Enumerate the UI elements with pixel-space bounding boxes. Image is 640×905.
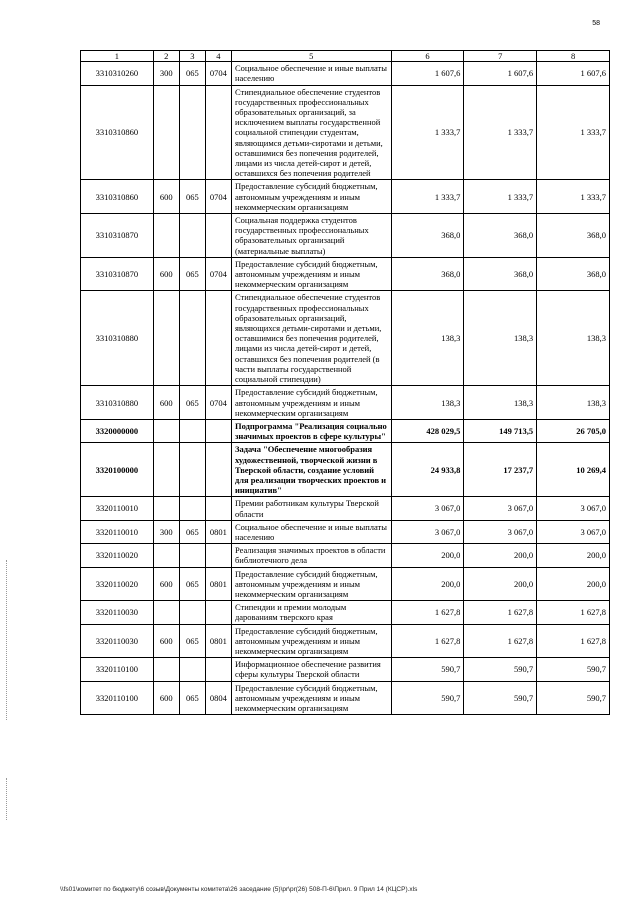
cell-v3: 368,0 bbox=[537, 214, 610, 258]
cell-code: 3320100000 bbox=[81, 443, 154, 497]
header-cell: 7 bbox=[464, 51, 537, 62]
cell-v1: 590,7 bbox=[391, 658, 464, 681]
cell-name: Стипендии и премии молодым дарованиям тверского края bbox=[231, 601, 391, 624]
cell-name: Социальное обеспечение и иные выплаты населению bbox=[231, 520, 391, 543]
header-cell: 5 bbox=[231, 51, 391, 62]
cell-v1: 200,0 bbox=[391, 567, 464, 601]
cell-c3 bbox=[179, 658, 205, 681]
cell-c3 bbox=[179, 601, 205, 624]
cell-c2: 600 bbox=[153, 180, 179, 214]
cell-code: 3310310860 bbox=[81, 85, 154, 180]
header-cell: 4 bbox=[205, 51, 231, 62]
cell-c3 bbox=[179, 443, 205, 497]
cell-name: Предоставление субсидий бюджетным, автономным учреждениям и иным некоммерческим организациям bbox=[231, 681, 391, 715]
cell-v2: 3 067,0 bbox=[464, 497, 537, 520]
cell-name: Социальная поддержка студентов государственных профессиональных образовательных организаций (материальные выплаты) bbox=[231, 214, 391, 258]
cell-c2: 600 bbox=[153, 681, 179, 715]
cell-c4 bbox=[205, 419, 231, 442]
table-row bbox=[81, 214, 610, 258]
cell-c2 bbox=[153, 443, 179, 497]
cell-c3 bbox=[179, 214, 205, 258]
cell-v1: 1 627,8 bbox=[391, 601, 464, 624]
cell-c3 bbox=[179, 419, 205, 442]
cell-v3: 1 627,8 bbox=[537, 601, 610, 624]
cell-code: 3320110100 bbox=[81, 681, 154, 715]
cell-c4: 0801 bbox=[205, 567, 231, 601]
cell-c2 bbox=[153, 85, 179, 180]
cell-c2 bbox=[153, 419, 179, 442]
cell-v3: 1 333,7 bbox=[537, 85, 610, 180]
cell-c3: 065 bbox=[179, 257, 205, 291]
table-row bbox=[81, 567, 610, 601]
cell-code: 3320110010 bbox=[81, 520, 154, 543]
cell-c4 bbox=[205, 85, 231, 180]
cell-name: Стипендиальное обеспечение студентов государственных профессиональных образовательных организаций, за исключением выплаты государственной социальной стипендии студентам, являющимся детьми-сиротами и детьми, оставшимися без попечения родителей, лицами из числа детей-сирот и детей, оставшихся без попечения родителей bbox=[231, 85, 391, 180]
cell-c3: 065 bbox=[179, 567, 205, 601]
cell-v2: 17 237,7 bbox=[464, 443, 537, 497]
cell-v2: 368,0 bbox=[464, 214, 537, 258]
cell-v2: 200,0 bbox=[464, 567, 537, 601]
table-row bbox=[81, 419, 610, 442]
cell-v3: 3 067,0 bbox=[537, 520, 610, 543]
cell-v3: 1 333,7 bbox=[537, 180, 610, 214]
cell-v2: 590,7 bbox=[464, 681, 537, 715]
cell-c2: 300 bbox=[153, 62, 179, 85]
cell-code: 3320110030 bbox=[81, 601, 154, 624]
table-row bbox=[81, 291, 610, 386]
header-cell: 1 bbox=[81, 51, 154, 62]
header-cell: 2 bbox=[153, 51, 179, 62]
cell-v1: 138,3 bbox=[391, 291, 464, 386]
cell-c2: 300 bbox=[153, 520, 179, 543]
cell-v3: 200,0 bbox=[537, 544, 610, 567]
cell-name: Предоставление субсидий бюджетным, автономным учреждениям и иным некоммерческим организациям bbox=[231, 180, 391, 214]
table-row bbox=[81, 544, 610, 567]
page-number: 58 bbox=[592, 20, 600, 27]
cell-c4: 0801 bbox=[205, 520, 231, 543]
header-row bbox=[81, 51, 610, 62]
cell-c3 bbox=[179, 544, 205, 567]
table-row bbox=[81, 520, 610, 543]
cell-c4 bbox=[205, 291, 231, 386]
cell-v2: 138,3 bbox=[464, 386, 537, 420]
cell-code: 3310310870 bbox=[81, 257, 154, 291]
cell-code: 3310310260 bbox=[81, 62, 154, 85]
cell-name: Предоставление субсидий бюджетным, автономным учреждениям и иным некоммерческим организациям bbox=[231, 567, 391, 601]
cell-c2 bbox=[153, 291, 179, 386]
cell-c4 bbox=[205, 443, 231, 497]
table-row bbox=[81, 443, 610, 497]
cell-name: Предоставление субсидий бюджетным, автономным учреждениям и иным некоммерческим организациям bbox=[231, 257, 391, 291]
cell-code: 3320110020 bbox=[81, 544, 154, 567]
cell-v2: 1 333,7 bbox=[464, 180, 537, 214]
budget-table bbox=[80, 50, 610, 715]
cell-c2 bbox=[153, 214, 179, 258]
cell-v1: 1 333,7 bbox=[391, 85, 464, 180]
cell-c3: 065 bbox=[179, 624, 205, 658]
cell-v1: 3 067,0 bbox=[391, 497, 464, 520]
cell-v3: 138,3 bbox=[537, 291, 610, 386]
cell-c3: 065 bbox=[179, 62, 205, 85]
cell-code: 3310310870 bbox=[81, 214, 154, 258]
scan-margin-dots bbox=[6, 778, 9, 820]
table-row bbox=[81, 180, 610, 214]
table-row bbox=[81, 601, 610, 624]
cell-c2 bbox=[153, 497, 179, 520]
cell-name: Реализация значимых проектов в области библиотечного дела bbox=[231, 544, 391, 567]
cell-v2: 3 067,0 bbox=[464, 520, 537, 543]
cell-c4: 0704 bbox=[205, 180, 231, 214]
cell-v2: 590,7 bbox=[464, 658, 537, 681]
file-path-footer: \\fs01\комитет по бюджету\6 созыв\Документы комитета\26 заседание (5)\pr\pr(26) 508-П-6\Прил. 9 Прил 14 (КЦСР).xls bbox=[60, 886, 418, 893]
cell-v3: 1 627,8 bbox=[537, 624, 610, 658]
cell-v3: 138,3 bbox=[537, 386, 610, 420]
cell-code: 3320110010 bbox=[81, 497, 154, 520]
cell-v1: 3 067,0 bbox=[391, 520, 464, 543]
cell-c3 bbox=[179, 85, 205, 180]
cell-name: Премии работникам культуры Тверской области bbox=[231, 497, 391, 520]
header-cell: 6 bbox=[391, 51, 464, 62]
cell-c2: 600 bbox=[153, 386, 179, 420]
cell-v3: 3 067,0 bbox=[537, 497, 610, 520]
cell-v3: 26 705,0 bbox=[537, 419, 610, 442]
cell-c4: 0704 bbox=[205, 386, 231, 420]
cell-code: 3320110020 bbox=[81, 567, 154, 601]
cell-code: 3310310880 bbox=[81, 291, 154, 386]
cell-v2: 1 627,8 bbox=[464, 624, 537, 658]
cell-v1: 200,0 bbox=[391, 544, 464, 567]
cell-c3: 065 bbox=[179, 520, 205, 543]
cell-v3: 590,7 bbox=[537, 658, 610, 681]
header-cell: 3 bbox=[179, 51, 205, 62]
cell-v2: 149 713,5 bbox=[464, 419, 537, 442]
cell-c4: 0804 bbox=[205, 681, 231, 715]
cell-c4 bbox=[205, 214, 231, 258]
cell-code: 3310310880 bbox=[81, 386, 154, 420]
cell-v1: 1 627,8 bbox=[391, 624, 464, 658]
cell-code: 3320000000 bbox=[81, 419, 154, 442]
cell-v3: 368,0 bbox=[537, 257, 610, 291]
cell-c2: 600 bbox=[153, 567, 179, 601]
cell-code: 3320110100 bbox=[81, 658, 154, 681]
cell-v3: 1 607,6 bbox=[537, 62, 610, 85]
table-row bbox=[81, 497, 610, 520]
cell-v1: 590,7 bbox=[391, 681, 464, 715]
cell-v1: 368,0 bbox=[391, 257, 464, 291]
cell-name: Подпрограмма "Реализация социально значимых проектов в сфере культуры" bbox=[231, 419, 391, 442]
scan-margin-dots bbox=[6, 560, 9, 720]
cell-code: 3310310860 bbox=[81, 180, 154, 214]
cell-v2: 1 333,7 bbox=[464, 85, 537, 180]
table-row bbox=[81, 85, 610, 180]
cell-v1: 138,3 bbox=[391, 386, 464, 420]
cell-c2 bbox=[153, 658, 179, 681]
cell-v3: 10 269,4 bbox=[537, 443, 610, 497]
table-row bbox=[81, 658, 610, 681]
cell-name: Задача "Обеспечение многообразия художественной, творческой жизни в Тверской области, создание условий для реализации творческих проектов и инициатив" bbox=[231, 443, 391, 497]
cell-v2: 368,0 bbox=[464, 257, 537, 291]
cell-c4 bbox=[205, 497, 231, 520]
cell-c3 bbox=[179, 291, 205, 386]
cell-c2: 600 bbox=[153, 624, 179, 658]
cell-name: Стипендиальное обеспечение студентов государственных профессиональных образовательных организаций, являющихся детьми-сиротами и детьми, оставшимися без попечения родителей, лицами из числа детей-сирот и детей, оставшихся без попечения родителей (в части выплаты государственной социальной стипендии) bbox=[231, 291, 391, 386]
cell-c4: 0801 bbox=[205, 624, 231, 658]
header-cell: 8 bbox=[537, 51, 610, 62]
cell-v1: 1 333,7 bbox=[391, 180, 464, 214]
cell-c4 bbox=[205, 658, 231, 681]
cell-v3: 590,7 bbox=[537, 681, 610, 715]
cell-c4: 0704 bbox=[205, 257, 231, 291]
cell-v1: 368,0 bbox=[391, 214, 464, 258]
cell-c3: 065 bbox=[179, 386, 205, 420]
cell-v1: 24 933,8 bbox=[391, 443, 464, 497]
cell-code: 3320110030 bbox=[81, 624, 154, 658]
cell-v2: 200,0 bbox=[464, 544, 537, 567]
cell-v3: 200,0 bbox=[537, 567, 610, 601]
cell-c3: 065 bbox=[179, 180, 205, 214]
cell-v2: 138,3 bbox=[464, 291, 537, 386]
cell-c4 bbox=[205, 601, 231, 624]
cell-c2 bbox=[153, 544, 179, 567]
table-row bbox=[81, 624, 610, 658]
cell-name: Предоставление субсидий бюджетным, автономным учреждениям и иным некоммерческим организациям bbox=[231, 386, 391, 420]
table-row bbox=[81, 386, 610, 420]
cell-c4: 0704 bbox=[205, 62, 231, 85]
cell-c2: 600 bbox=[153, 257, 179, 291]
cell-v2: 1 607,6 bbox=[464, 62, 537, 85]
cell-name: Социальное обеспечение и иные выплаты населению bbox=[231, 62, 391, 85]
table-row bbox=[81, 62, 610, 85]
cell-c3 bbox=[179, 497, 205, 520]
cell-v2: 1 627,8 bbox=[464, 601, 537, 624]
table-row bbox=[81, 681, 610, 715]
cell-name: Информационное обеспечение развития сферы культуры Тверской области bbox=[231, 658, 391, 681]
cell-c4 bbox=[205, 544, 231, 567]
cell-c2 bbox=[153, 601, 179, 624]
cell-c3: 065 bbox=[179, 681, 205, 715]
cell-v1: 1 607,6 bbox=[391, 62, 464, 85]
table-row bbox=[81, 257, 610, 291]
cell-name: Предоставление субсидий бюджетным, автономным учреждениям и иным некоммерческим организациям bbox=[231, 624, 391, 658]
cell-v1: 428 029,5 bbox=[391, 419, 464, 442]
